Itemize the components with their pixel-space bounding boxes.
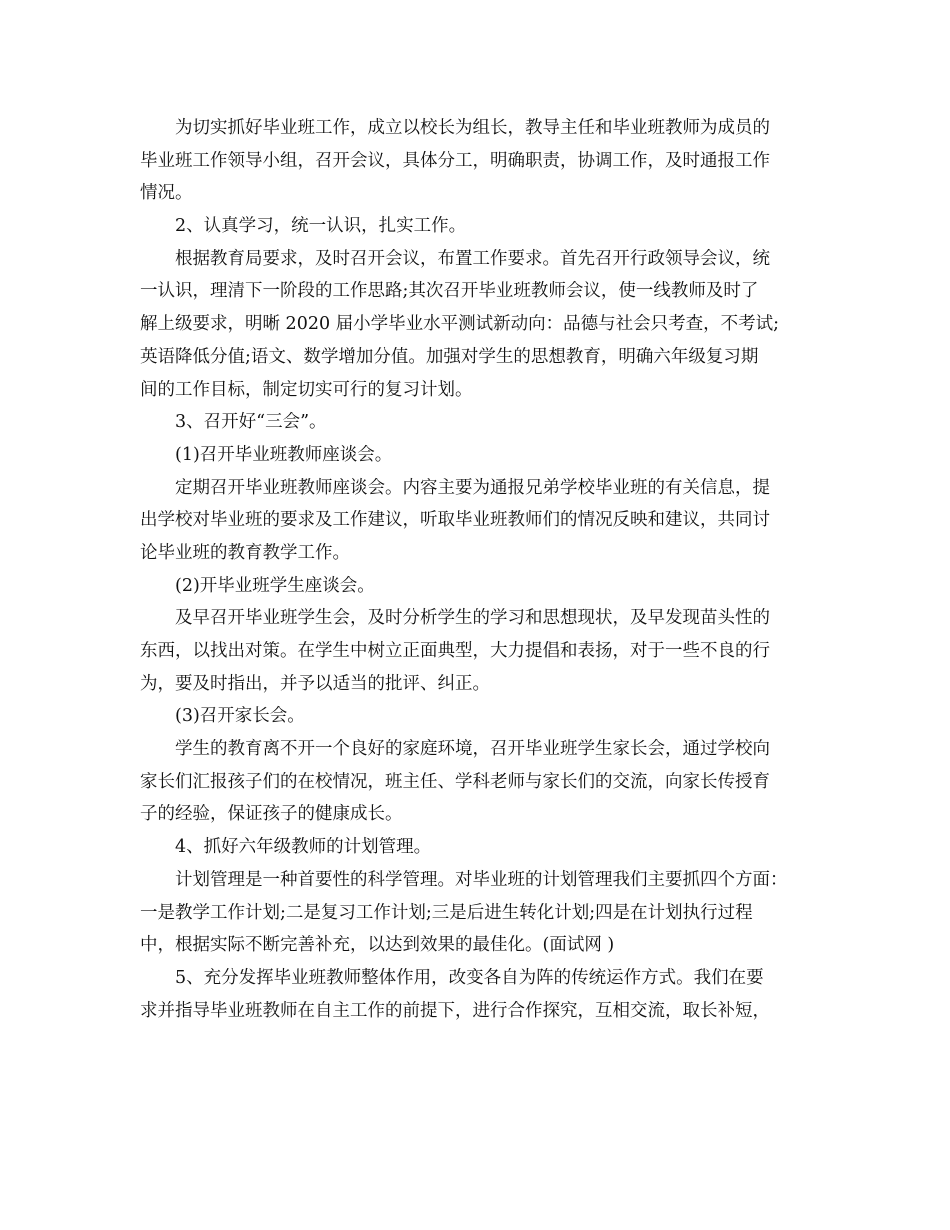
text-line: 毕业班工作领导小组，召开会议，具体分工，明确职责，协调工作，及时通报工作 — [140, 150, 770, 171]
text-line: 学生的教育离不开一个良好的家庭环境，召开毕业班学生家长会，通过学校向 — [175, 739, 770, 760]
text-line: 定期召开毕业班教师座谈会。内容主要为通报兄弟学校毕业班的有关信息，提 — [175, 477, 770, 498]
text-line: 一认识，理清下一阶段的工作思路;其次召开毕业班教师会议，使一线教师及时了 — [140, 281, 759, 302]
text-line: 根据教育局要求，及时召开会议，布置工作要求。首先召开行政领导会议，统 — [175, 248, 770, 269]
text-line: 计划管理是一种首要性的科学管理。对毕业班的计划管理我们主要抓四个方面： — [175, 869, 788, 890]
text-line: 一是教学工作计划;二是复习工作计划;三是后进生转化计划;四是在计划执行过程 — [140, 902, 753, 923]
text-line: 为，要及时指出，并予以适当的批评、纠正。 — [140, 673, 490, 694]
text-line: 英语降低分值;语文、数学增加分值。加强对学生的思想教育，明确六年级复习期 — [140, 346, 759, 367]
subsection-heading: (2)开毕业班学生座谈会。 — [175, 575, 375, 596]
text-line: 为切实抓好毕业班工作，成立以校长为组长，教导主任和毕业班教师为成员的 — [175, 118, 770, 138]
text-line: 家长们汇报孩子们的在校情况，班主任、学科老师与家长们的交流，向家长传授育 — [140, 771, 770, 792]
document-body — [140, 112, 812, 1027]
text-line: 情况。 — [140, 183, 193, 204]
text-line: 求并指导毕业班教师在自主工作的前提下，进行合作探究，互相交流，取长补短， — [140, 1000, 770, 1021]
text-line: 间的工作目标，制定切实可行的复习计划。 — [140, 379, 473, 400]
section-heading: 2、认真学习，统一认识，扎实工作。 — [175, 216, 467, 237]
subsection-heading: (1)召开毕业班教师座谈会。 — [175, 444, 393, 465]
subsection-heading: (3)召开家长会。 — [175, 706, 305, 727]
section-heading: 3、召开好“三会”。 — [175, 412, 327, 433]
text-line: 出学校对毕业班的要求及工作建议，听取毕业班教师们的情况反映和建议，共同讨 — [140, 510, 770, 531]
text-line: 论毕业班的教育教学工作。 — [140, 542, 350, 563]
section-heading: 4、抓好六年级教师的计划管理。 — [175, 837, 432, 858]
text-line: 子的经验，保证孩子的健康成长。 — [140, 804, 403, 825]
text-line: 解上级要求，明晰 2020 届小学毕业水平测试新动向：品德与社会只考查，不考试; — [140, 314, 780, 335]
text-line: 东西，以找出对策。在学生中树立正面典型，大力提倡和表扬，对于一些不良的行 — [140, 641, 770, 661]
text-line: 中，根据实际不断完善补充，以达到效果的最佳化。(面试网 ) — [140, 935, 615, 956]
section-heading: 5、充分发挥毕业班教师整体作用，改变各自为阵的传统运作方式。我们在要 — [175, 967, 764, 988]
text-line: 及早召开毕业班学生会，及时分析学生的学习和思想现状，及早发现苗头性的 — [175, 608, 770, 629]
